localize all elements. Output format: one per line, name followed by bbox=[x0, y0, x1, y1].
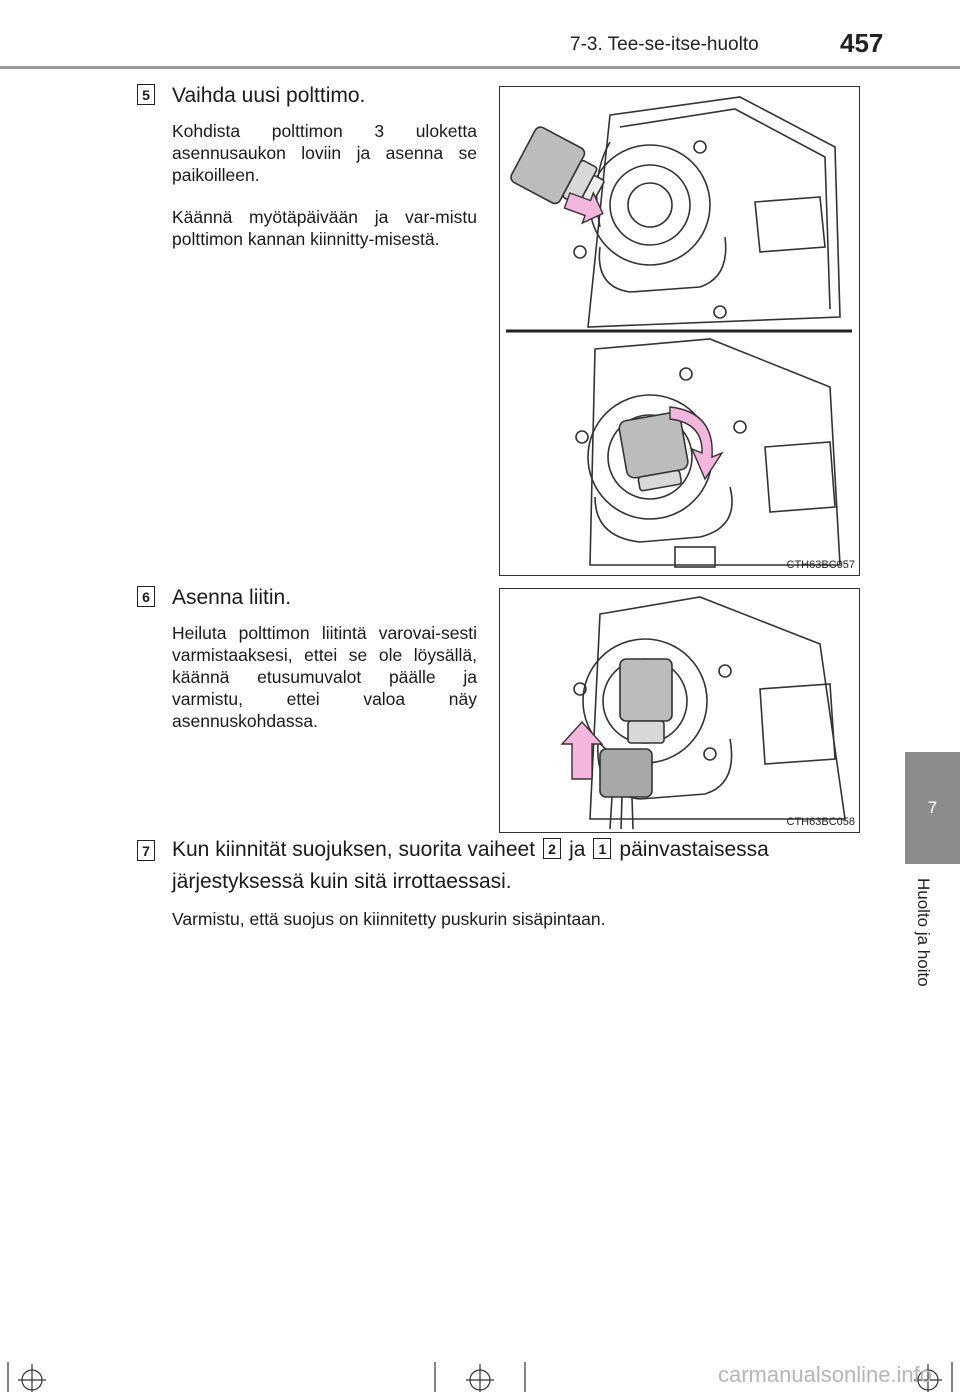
figure-code: CTH63BC057 bbox=[786, 559, 855, 571]
step-5-title: Vaihda uusi polttimo. bbox=[172, 84, 366, 107]
step-6-paragraph-1: Heiluta polttimon liitintä varovai-sesti varmistaaksesi, ettei se ole löysällä, käännä etusumuvalot päälle ja varmistu, ettei valoa näy asennuskohdassa. bbox=[172, 623, 477, 731]
header-rule bbox=[0, 66, 960, 69]
step-6-badge: 6 bbox=[137, 586, 155, 607]
step-5-paragraph-1: Kohdista polttimon 3 uloketta asennusaukon loviin ja asenna se paikoilleen. bbox=[172, 121, 477, 185]
step-7-badge: 7 bbox=[137, 840, 155, 861]
chapter-tab[interactable] bbox=[905, 752, 960, 864]
step-ref-2[interactable]: 2 bbox=[543, 838, 561, 859]
step-7-paragraph: Varmistu, että suojus on kiinnitetty puskurin sisäpintaan. bbox=[172, 909, 606, 929]
bulb-installation-illustration bbox=[500, 87, 858, 574]
step-7-title-line-2: järjestyksessä kuin sitä irrottaessasi. bbox=[172, 870, 512, 893]
section-title: 7-3. Tee-se-itse-huolto bbox=[570, 34, 759, 55]
figure-code: CTH63BC058 bbox=[786, 816, 855, 828]
watermark: carmanualsonline.info bbox=[718, 1362, 933, 1387]
step-5-figure bbox=[499, 86, 860, 576]
chapter-label: Huolto ja hoito bbox=[914, 878, 933, 987]
step-6-title: Asenna liitin. bbox=[172, 586, 292, 609]
step-6-figure bbox=[499, 588, 860, 833]
chapter-number: 7 bbox=[927, 798, 938, 817]
step-5-paragraph-2: Käännä myötäpäivään ja var-mistu polttimon kannan kiinnitty-misestä. bbox=[172, 207, 477, 249]
step-5-badge: 5 bbox=[137, 84, 155, 105]
page-number: 457 bbox=[840, 28, 884, 58]
connector-installation-illustration bbox=[500, 589, 858, 831]
step-ref-1[interactable]: 1 bbox=[593, 838, 611, 859]
step-7-title-line-1: Kun kiinnität suojuksen, suorita vaiheet 2 ja 1 päinvastaisessa bbox=[172, 838, 769, 861]
